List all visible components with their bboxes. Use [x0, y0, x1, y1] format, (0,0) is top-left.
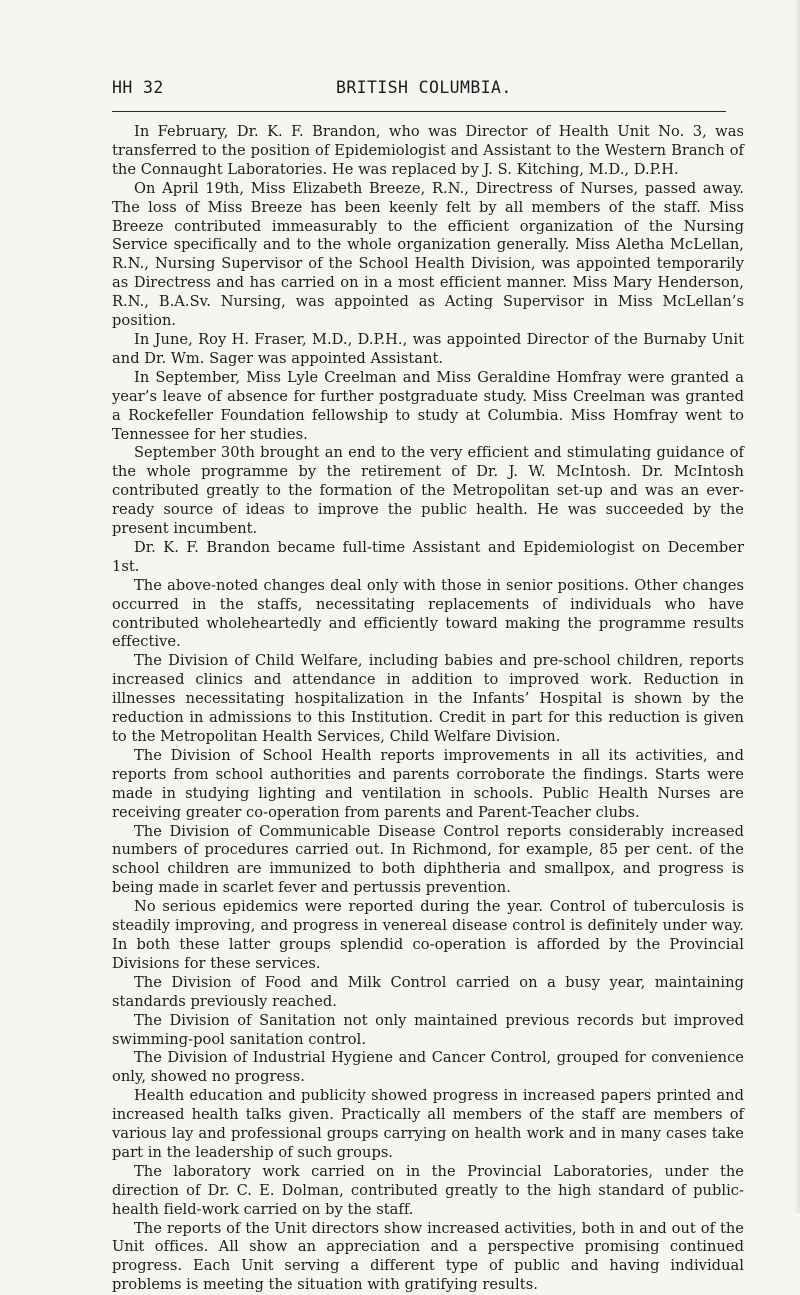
- paragraph-communicable-disease: The Division of Communicable Disease Control reports considerably increased numbers of procedures carried out. In Richmond, for example, 85 per cent. of the school children are immunized to both diphtheria and smallpox, and progress is being made in scarlet fever and pertussis prevention.: [112, 822, 744, 897]
- paragraph-food-milk: The Division of Food and Milk Control carried on a busy year, maintaining standards previously reached.: [112, 973, 744, 1010]
- header-rule: [112, 111, 726, 112]
- paragraph-mcintosh-retirement: September 30th brought an end to the very efficient and stimulating guidance of the whole programme by the retirement of Dr. J. W. McIntosh. Dr. McIntosh contributed greatly to the formation of the Metropolitan set-up and was an ever-ready source of ideas to improve the public health. He was succeeded by the present incumbent.: [112, 444, 744, 538]
- running-title: BRITISH COLUMBIA.: [336, 78, 512, 97]
- paragraph-staff-breeze: On April 19th, Miss Elizabeth Breeze, R.N., Directress of Nurses, passed away. The loss of Miss Breeze has been keenly felt by all members of the staff. Miss Breeze contributed immeasurably to the efficient organization of the Nursing Service specifically and to the whole organization generally. Miss Aletha McLellan, R.N., Nursing Supervisor of the School Health Division, was appointed temporarily as Directress and has carried on in a most efficient manner. Miss Mary Henderson, R.N., B.A.Sv. Nursing, was appointed as Acting Supervisor in Miss McLellan’s position.: [112, 179, 744, 330]
- paragraph-health-education: Health education and publicity showed progress in increased papers printed and increased health talks given. Practically all members of the staff are members of various lay and professional groups carrying on health work and in many cases take part in the leadership of such groups.: [112, 1087, 744, 1161]
- paragraph-unit-directors: The reports of the Unit directors show increased activities, both in and out of the Unit offices. All show an appreciation and a perspective promising continued progress. Each Unit serving a different type of public and having individual problems is meeting the situation with gratifying results.: [112, 1219, 744, 1294]
- paragraph-school-health: The Division of School Health reports improvements in all its activities, and reports from school authorities and parents corroborate the findings. Starts were made in studying lighting and ventilation in schools. Public Health Nurses are receiving greater co-operation from parents and Parent-Teacher clubs.: [112, 746, 744, 821]
- paragraph-staff-leave: In September, Miss Lyle Creelman and Miss Geraldine Homfray were granted a year’s leave of absence for further postgraduate study. Miss Creelman was granted a Rockefeller Foundation fellowship to study at Columbia. Miss Homfray went to Tennessee for her studies.: [112, 368, 744, 443]
- paragraph-child-welfare: The Division of Child Welfare, including babies and pre-school children, reports increased clinics and attendance in addition to improved work. Reduction in illnesses necessitating hospitalization in the Infants’ Hospital is shown by the reduction in admissions to this Institution. Credit in part for this reduction is given to the Metropolitan Health Services, Child Welfare Division.: [112, 652, 744, 745]
- paragraph-epidemics: No serious epidemics were reported during the year. Control of tuberculosis is steadily improving, and progress in venereal disease control is definitely under way. In both these latter groups splendid co-operation is afforded by the Provincial Divisions for these services.: [112, 898, 744, 972]
- paragraph-laboratory: The laboratory work carried on in the Provincial Laboratories, under the direction of Dr. C. E. Dolman, contributed greatly to the high standard of public-health field-work carried on by the staff.: [112, 1162, 744, 1218]
- paragraph-brandon-assistant: Dr. K. F. Brandon became full-time Assistant and Epidemiologist on December 1st.: [112, 538, 744, 575]
- paragraph-staff-changes: The above-noted changes deal only with those in senior positions. Other changes occurred in the staffs, necessitating replacements of individuals who have contributed wholeheartedly and efficiently toward making the programme results effective.: [112, 576, 744, 651]
- paragraph-staff-fraser: In June, Roy H. Fraser, M.D., D.P.H., was appointed Director of the Burnaby Unit and Dr. Wm. Sager was appointed Assistant.: [112, 330, 744, 367]
- paragraph-industrial-hygiene: The Division of Industrial Hygiene and Cancer Control, grouped for convenience only, showed no progress.: [112, 1049, 744, 1086]
- page-header: [112, 78, 722, 102]
- page-number: HH 32: [112, 78, 164, 97]
- body-text: [112, 123, 744, 1295]
- page-edge-shadow: [794, 0, 800, 1213]
- paragraph-sanitation: The Division of Sanitation not only maintained previous records but improved swimming-pool sanitation control.: [112, 1011, 744, 1048]
- paragraph-staff-brandon: In February, Dr. K. F. Brandon, who was Director of Health Unit No. 3, was transferred to the position of Epidemiologist and Assistant to the Western Branch of the Connaught Laboratories. He was replaced by J. S. Kitching, M.D., D.P.H.: [112, 123, 744, 178]
